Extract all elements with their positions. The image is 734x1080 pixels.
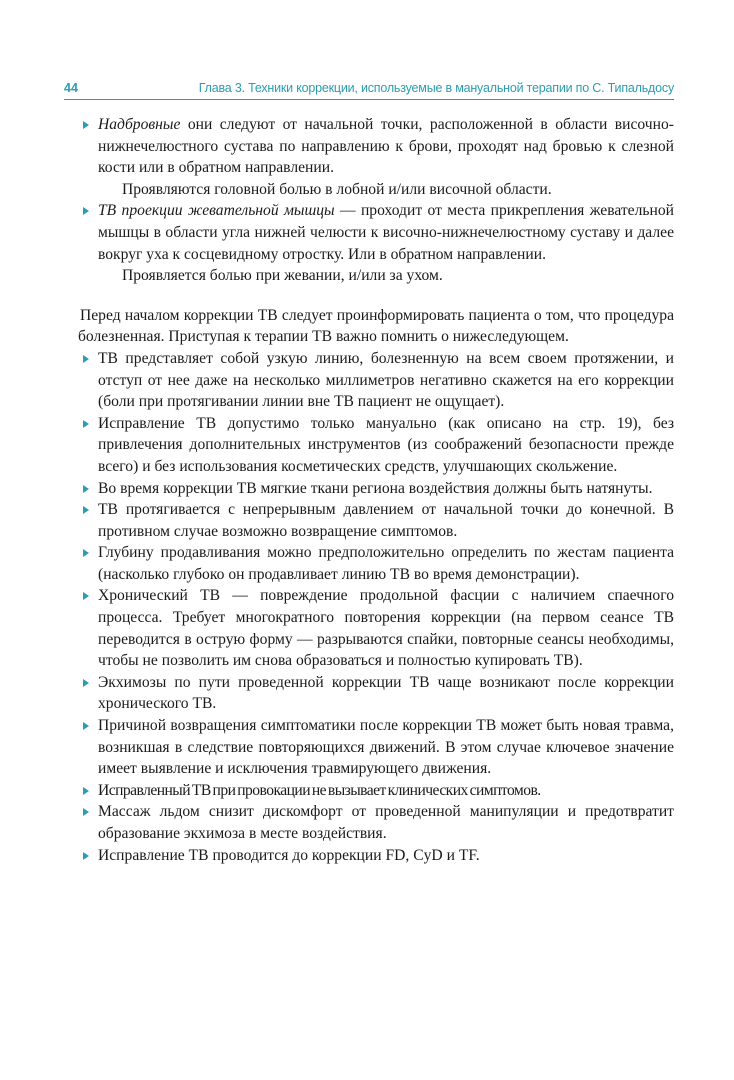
list-item-text: Исправление ТВ допустимо только мануально (как описано на стр. 19), без привлечения дополнительных инструментов (из соображений безопасности прежде всего) и без использования косметических средств, улучшающих скольжение. [98,414,674,475]
list-item-note: Проявляется болью при жевании, и/или за ухом. [122,267,443,285]
list-item-text: Хронический ТВ — повреждение продольной фасции с наличием спаечного процесса. Требует многократного повторения коррекции (на первом сеансе ТВ переводится в острую форму — разрываются спайки, повторные сеансы необходимы, чтобы не позволить им снова образоваться и полностью купировать ТВ). [98,587,674,670]
page-body [78,114,674,866]
list-item-note: Проявляются головной болью в лобной и/или височной области. [122,180,552,198]
list-item-text: Экхимозы по пути проведенной коррекции ТВ чаще возникают после коррекции хронического ТВ. [98,673,674,713]
chapter-title: Глава 3. Техники коррекции, используемые в мануальной терапии по С. Типальдосу [198,81,674,95]
list-item [78,715,674,780]
list-item-text: Глубину продавливания можно предположительно определить по жестам пациента (насколько глубоко он продавливает линию ТВ во время демонстрации). [98,544,674,583]
bullet-triangle-icon [83,722,89,730]
bullet-triangle-icon [83,808,89,816]
list-item [78,478,674,500]
list-item-text: они следуют от начальной точки, расположенной в области височно-нижнечелюстного сустава по направлению к брови, проходят над бровью к слезной кости или в обратном направлении. [98,116,674,177]
list-item-text: Массаж льдом снизит дискомфорт от проведенной манипуляции и предотвратит образование экхимоза в месте воздействия. [98,803,674,842]
list-item-text: Причиной возвращения симптоматики после коррекции ТВ может быть новая травма, возникшая в следствие повторяющихся движений. В этом случае ключевое значение имеет выявление и исключения травмирующего движения. [98,717,674,778]
bullet-triangle-icon [83,121,89,129]
list-item-term: ТВ проекции жевательной мышцы [98,202,335,220]
bullet-triangle-icon [83,355,89,363]
bullet-triangle-icon [83,420,89,428]
paragraph-gap [78,287,674,305]
bullet-triangle-icon [83,506,89,514]
list-item [78,585,674,671]
rules-list [78,348,674,866]
list-item [78,200,674,265]
header-rule [64,99,674,100]
list-item [78,542,674,585]
list-item [78,499,674,542]
list-item-term: Надбровные [98,116,181,133]
bullet-triangle-icon [83,549,89,557]
list-item [78,348,674,413]
bullet-triangle-icon [83,787,89,795]
list-item-text: — проходит от места прикрепления жевательной мышцы в области угла нижней челюсти к височно-нижнечелюстному суставу и далее вокруг уха к сосцевидному отростку. Или в обратном направлении. [98,202,674,263]
list-item [78,114,674,179]
bullet-triangle-icon [83,592,89,600]
list-item-text: Исправление ТВ проводится до коррекции FD, CyD и TF. [98,846,480,864]
bullet-triangle-icon [83,852,89,860]
bullet-triangle-icon [83,485,89,493]
list-item-text: Во время коррекции ТВ мягкие ткани региона воздействия должны быть натянуты. [98,479,653,497]
bullet-triangle-icon [83,679,89,687]
trigger-band-types-list [78,114,674,287]
list-item-text: ТВ представляет собой узкую линию, болезненную на всем своем протяжении, и отступ от нее даже на несколько миллиметров негативно скажется на его коррекции (боли при протягивании линии вне ТВ пациент не ощущает). [98,349,674,411]
list-item [78,801,674,844]
running-header [64,78,674,100]
list-item-text: Исправленный ТВ при провокации не вызывает клинических симптомов. [98,781,541,799]
intro-paragraph: Перед началом коррекции ТВ следует проинформировать пациента о том, что процедура болезненная. Приступая к терапии ТВ важно помнить о нижеследующем. [78,306,674,346]
list-item [78,845,674,867]
bullet-triangle-icon [83,207,89,215]
list-item [78,672,674,715]
list-item [78,413,674,478]
list-item-text: ТВ протягивается с непрерывным давлением от начальной точки до конечной. В противном случае возможно возвращение симптомов. [98,501,674,540]
list-item [78,780,674,802]
page-number: 44 [64,81,78,95]
